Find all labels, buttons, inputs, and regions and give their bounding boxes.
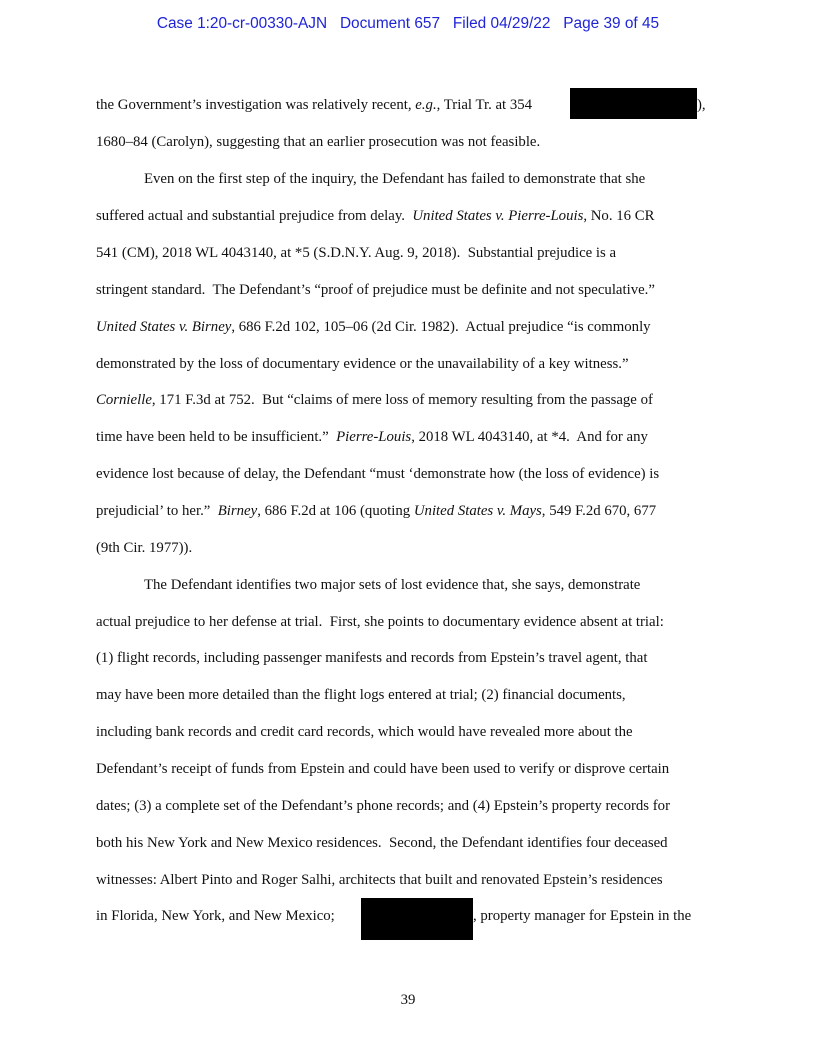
text-line-16: (1) flight records, including passenger manifests and records from Epstein’s travel agent, that <box>96 650 648 666</box>
text-line-3: Even on the first step of the inquiry, the Defendant has failed to demonstrate that she <box>144 171 646 187</box>
text-line-6: stringent standard. The Defendant’s “proof of prejudice must be definite and not speculative.” <box>96 282 655 298</box>
text-line-1: the Government’s investigation was relatively recent, e.g., Trial Tr. at 354 <box>96 97 533 113</box>
text-line-13: (9th Cir. 1977)). <box>96 540 193 556</box>
text-line-11: evidence lost because of delay, the Defendant “must ‘demonstrate how (the loss of evidence) is <box>96 466 660 482</box>
text-line-4: suffered actual and substantial prejudice from delay. United States v. Pierre-Louis, No. 16 CR <box>96 208 655 224</box>
text-line-19: Defendant’s receipt of funds from Epstein and could have been used to verify or disprove certain <box>96 761 670 777</box>
text-line-14: The Defendant identifies two major sets of lost evidence that, she says, demonstrate <box>144 577 641 593</box>
text-line-15: actual prejudice to her defense at trial. First, she points to documentary evidence absent at trial: <box>96 614 664 630</box>
document-number: Document 657 <box>339 15 441 32</box>
page-of-total: Page 39 of 45 <box>563 15 660 32</box>
text-line-20: dates; (3) a complete set of the Defendant’s phone records; and (4) Epstein’s property records for <box>96 798 671 814</box>
redaction-box <box>570 88 697 119</box>
text-line-2: 1680–84 (Carolyn), suggesting that an earlier prosecution was not feasible. <box>96 134 541 150</box>
redaction-box <box>361 898 473 940</box>
page-number: 39 <box>400 992 416 1008</box>
text-line-18: including bank records and credit card records, which would have revealed more about the <box>96 724 633 740</box>
text-line-7: United States v. Birney, 686 F.2d 102, 105–06 (2d Cir. 1982). Actual prejudice “is commonly <box>96 319 651 335</box>
text-line-9: Cornielle, 171 F.3d at 752. But “claims of mere loss of memory resulting from the passage of <box>96 392 653 408</box>
text-line-1-tail: ), <box>697 97 706 113</box>
text-line-8: demonstrated by the loss of documentary evidence or the unavailability of a key witness.” <box>96 356 629 372</box>
case-number: Case 1:20-cr-00330-AJN <box>156 15 328 32</box>
text-line-22: witnesses: Albert Pinto and Roger Salhi, architects that built and renovated Epstein’s residences <box>96 872 663 888</box>
filed-date: Filed 04/29/22 <box>452 15 551 32</box>
text-line-23-tail: , property manager for Epstein in the <box>473 908 692 924</box>
case-header <box>0 15 816 33</box>
text-line-12: prejudicial’ to her.” Birney, 686 F.2d at 106 (quoting United States v. Mays, 549 F.2d 670, 677 <box>96 503 657 519</box>
text-line-10: time have been held to be insufficient.” Pierre-Louis, 2018 WL 4043140, at *4. And for any <box>96 429 648 445</box>
text-line-21: both his New York and New Mexico residences. Second, the Defendant identifies four deceased <box>96 835 668 851</box>
text-line-23: in Florida, New York, and New Mexico; <box>96 908 339 924</box>
text-line-17: may have been more detailed than the flight logs entered at trial; (2) financial documents, <box>96 687 626 703</box>
text-line-5: 541 (CM), 2018 WL 4043140, at *5 (S.D.N.Y. Aug. 9, 2018). Substantial prejudice is a <box>96 245 617 261</box>
